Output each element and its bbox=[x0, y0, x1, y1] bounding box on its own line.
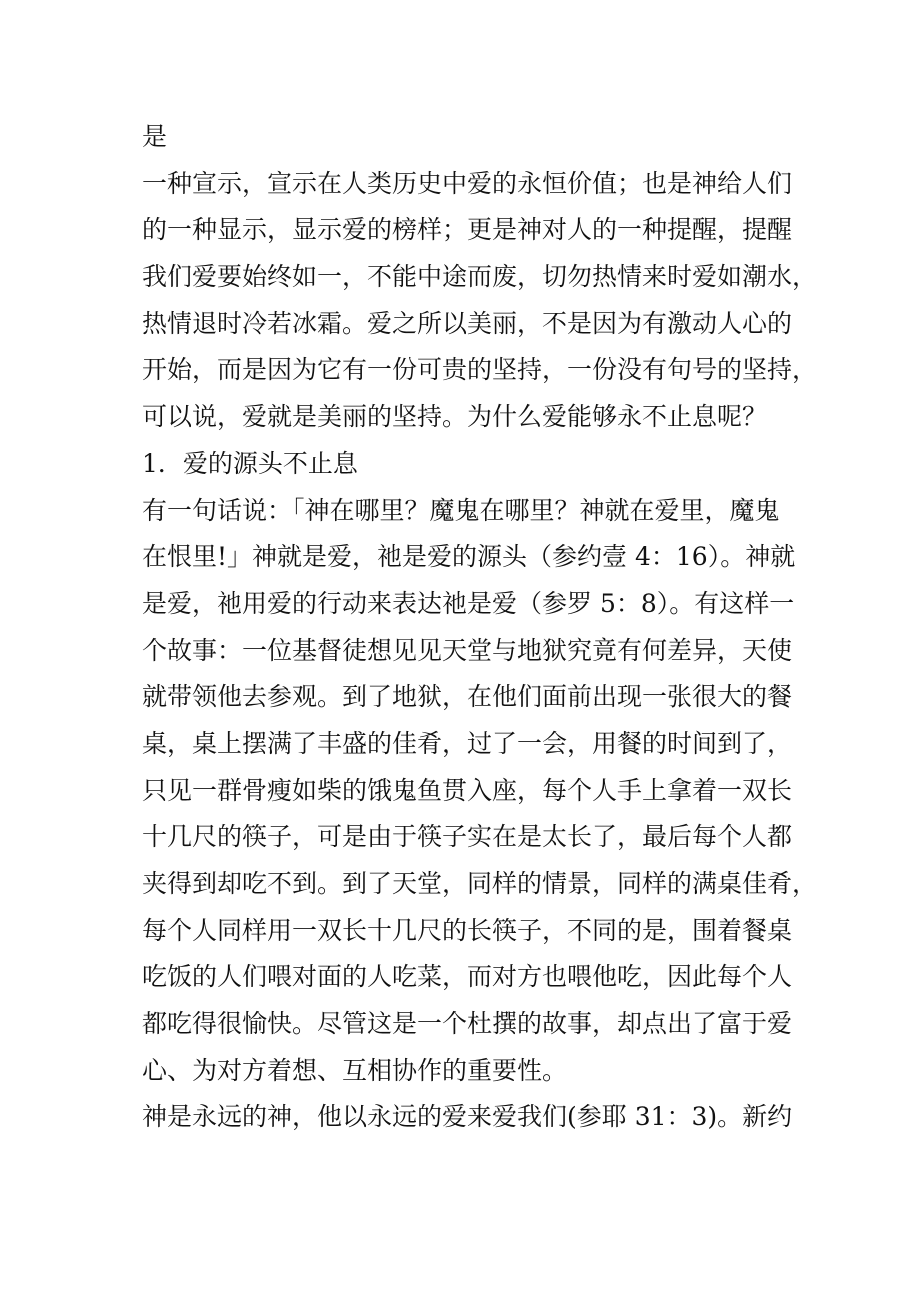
text-line: 夹得到却吃不到。到了天堂，同样的情景，同样的满桌佳肴， bbox=[142, 869, 818, 898]
text-line: 心、为对方着想、互相协作的重要性。 bbox=[142, 1055, 568, 1085]
text-line: 就带领他去参观。到了地狱，在他们面前出现一张很大的餐 bbox=[142, 682, 793, 712]
text-line: 是爱，祂用爱的行动来表达祂是爱（参罗 5：8）。有这样一 bbox=[142, 588, 795, 618]
text-line: 开始，而是因为它有一份可贵的坚持，一份没有句号的坚持， bbox=[142, 355, 818, 385]
text-line: 个故事：一位基督徒想见见天堂与地狱究竟有何差异，天使 bbox=[142, 635, 793, 665]
text-line: 桌，桌上摆满了丰盛的佳肴，过了一会，用餐的时间到了， bbox=[142, 728, 793, 758]
text-line: 是 bbox=[142, 122, 168, 151]
text-line: 的一种显示，显示爱的榜样；更是神对人的一种提醒，提醒 bbox=[142, 215, 793, 245]
text-line: 每个人同样用一双长十几尺的长筷子，不同的是，围着餐桌 bbox=[142, 915, 793, 945]
text-line: 我们爱要始终如一，不能中途而废，切勿热情来时爱如潮水， bbox=[142, 262, 818, 292]
text-line: 可以说，爱就是美丽的坚持。为什么爱能够永不止息呢？ bbox=[142, 402, 768, 432]
body-text bbox=[142, 114, 818, 1141]
text-line: 热情退时冷若冰霜。爱之所以美丽，不是因为有激动人心的 bbox=[142, 308, 793, 338]
text-line: 神是永远的神，他以永远的爱来爱我们(参耶 31：3)。新约 bbox=[142, 1102, 793, 1132]
text-line: 在恨里!」神就是爱，祂是爱的源头（参约壹 4：16）。神就 bbox=[142, 542, 796, 572]
text-line: 吃饭的人们喂对面的人吃菜，而对方也喂他吃，因此每个人 bbox=[142, 962, 793, 992]
section-heading: 1．爱的源头不止息 bbox=[142, 448, 358, 478]
text-line: 十几尺的筷子，可是由于筷子实在是太长了，最后每个人都 bbox=[142, 822, 793, 852]
text-line: 一种宣示，宣示在人类历史中爱的永恒价值；也是神给人们 bbox=[142, 168, 793, 198]
text-line: 有一句话说：「神在哪里？魔鬼在哪里？神就在爱里，魔鬼 bbox=[142, 495, 780, 525]
text-line: 只见一群骨瘦如柴的饿鬼鱼贯入座，每个人手上拿着一双长 bbox=[142, 775, 793, 805]
text-line: 都吃得很愉快。尽管这是一个杜撰的故事，却点出了富于爱 bbox=[142, 1009, 793, 1039]
